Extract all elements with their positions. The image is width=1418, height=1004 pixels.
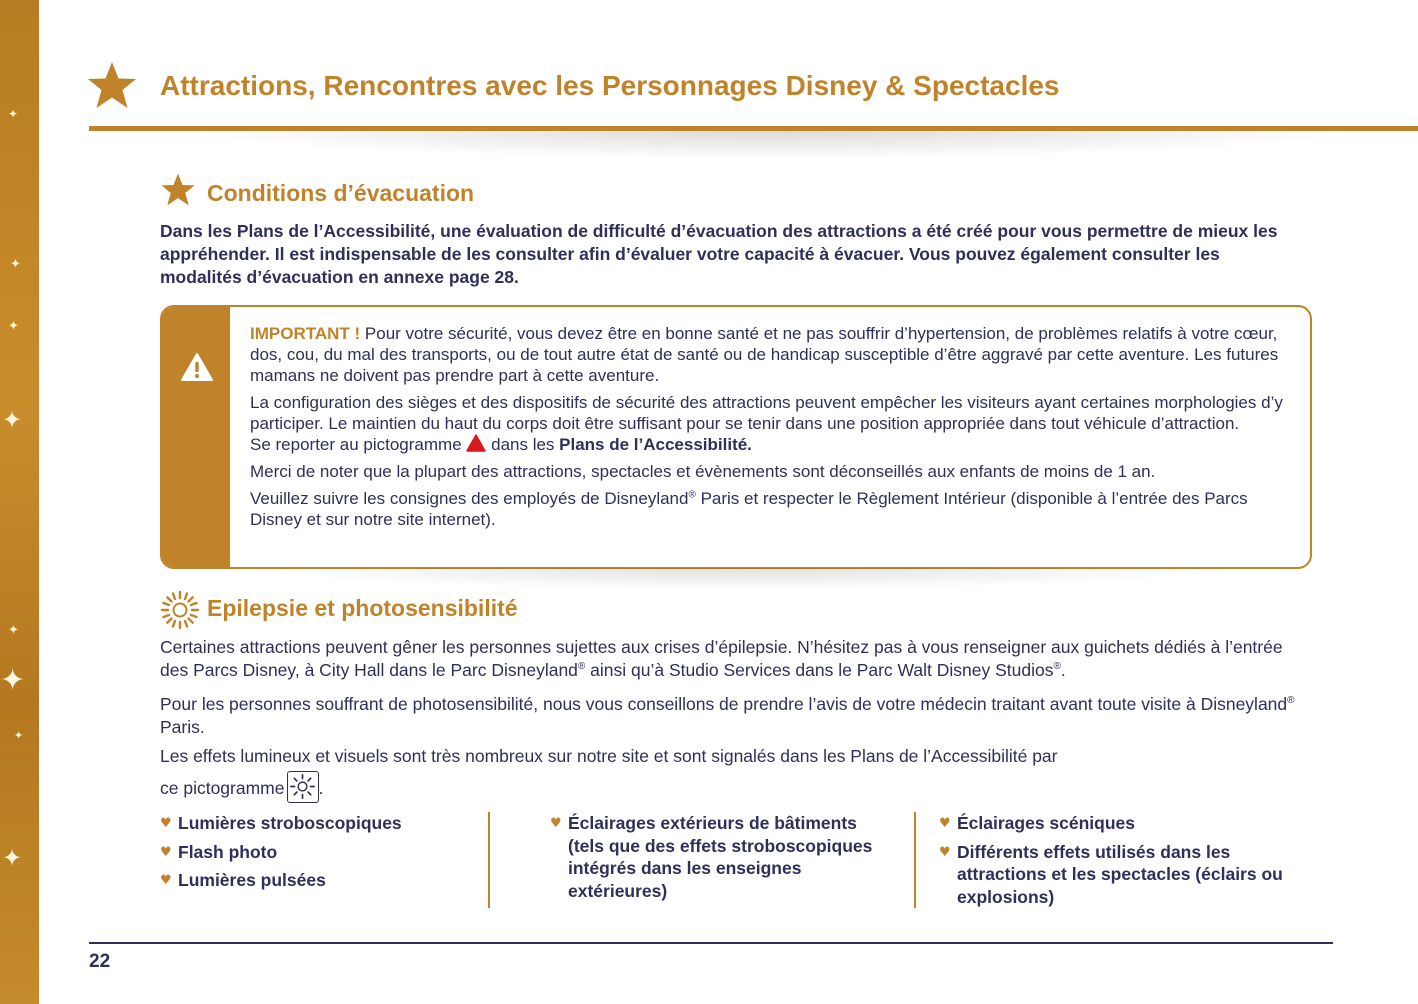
epilepsy-paragraph: [160, 636, 1300, 682]
list-item: ♥ Lumières pulsées: [160, 869, 470, 892]
column-divider: [914, 812, 916, 908]
notice-paragraph: [250, 488, 1290, 530]
notice-text-picto: dans les: [486, 435, 560, 454]
list-item: ♥ Différents effets utilisés dans les attractions et les spectacles (éclairs ou explosions): [939, 841, 1283, 907]
red-triangle-pictogram-icon: [466, 434, 486, 452]
light-effects-pictogram-icon: [287, 771, 319, 803]
epilepsy-text: .: [1060, 660, 1066, 680]
important-label: IMPORTANT !: [250, 324, 361, 343]
warning-triangle-icon: [180, 352, 214, 382]
registered-mark: ®: [688, 489, 696, 501]
photosensitivity-paragraph: [160, 693, 1300, 739]
sparkle-icon: ✦: [2, 406, 23, 434]
photosensitivity-text: Pour les personnes souffrant de photosensibilité, nous vous conseillons de prendre l’avis de votre médecin traitant avant toute visite à Disneyland: [160, 694, 1288, 714]
list-item: ♥ Éclairages scéniques: [939, 812, 1284, 835]
registered-mark: ®: [577, 661, 586, 673]
light-effects-list-1: [160, 812, 470, 898]
sparkle-icon: ✦: [8, 319, 19, 334]
notice-text-health: Pour votre sécurité, vous devez être en bonne santé et ne pas souffrir d’hypertension, de problèmes relatifs à votre cœur, dos, cou, du mal des transports, ou de tout autre état de santé ou de handicap susceptible d’être aggravé par cette aventure. Les futures mamans ne doivent pas prendre part à cette aventure.: [250, 324, 1279, 385]
epilepsy-text: ainsi qu’à Studio Services dans le Parc Walt Disney Studios: [585, 660, 1054, 680]
light-effects-list-3: [939, 812, 1284, 914]
star-icon: [86, 60, 138, 110]
list-item: ♥ Lumières stroboscopiques: [160, 812, 470, 835]
notice-text-rules: Paris et respecter le Règlement Intérieur (disponible à l’entrée des Parcs Disney et sur notre site internet).: [250, 489, 1248, 529]
epilepsy-text: Certaines attractions peuvent gêner les personnes sujettes aux crises d’épilepsie. N’hésitez pas à vous renseigner aux guichets dédiés à l’entrée des Parcs Disney, à City Hall dans le Parc Disneyland: [160, 637, 1283, 680]
important-notice-box: [160, 305, 1312, 569]
pictogram-paragraph: [160, 745, 1160, 803]
mickey-bullet-icon: ♥: [160, 873, 172, 888]
notice-text-rules: Veuillez suivre les consignes des employés de Disneyland: [250, 489, 689, 508]
footer-divider: [89, 942, 1333, 944]
star-icon: [160, 172, 196, 207]
registered-mark: ®: [1053, 661, 1061, 673]
mickey-bullet-icon: ♥: [939, 816, 951, 831]
notice-text: [250, 323, 1290, 536]
sunburst-icon: [160, 590, 200, 630]
mickey-bullet-icon: ♥: [550, 816, 562, 831]
notice-plans-reference: Plans de l’Accessibilité.: [559, 435, 752, 454]
registered-mark: ®: [1287, 695, 1295, 707]
sparkle-icon: ✦: [0, 663, 26, 698]
decorative-side-band: [0, 0, 39, 1004]
page-title: Attractions, Rencontres avec les Personnages Disney & Spectacles: [160, 70, 1060, 101]
notice-paragraph: [250, 434, 1290, 455]
notice-text-picto: Se reporter au pictogramme: [250, 435, 467, 454]
sparkle-icon: ✦: [8, 623, 19, 638]
sparkle-icon: ✦: [2, 844, 23, 872]
notice-accent-strip: [162, 307, 230, 567]
list-item: ♥ Éclairages extérieurs de bâtiments (tels que des effets stroboscopiques intégrés dans les enseignes extérieures): [550, 813, 873, 901]
column-divider: [488, 812, 490, 908]
notice-paragraph: La configuration des sièges et des dispositifs de sécurité des attractions peuvent empêcher les visiteurs ayant certaines morphologies d’y participer. Le maintien du haut du corps doit être suffisant pour se tenir dans une position appropriée dans tout véhicule d’attraction.: [250, 393, 1283, 433]
mickey-bullet-icon: ♥: [939, 844, 951, 860]
evacuation-intro: Dans les Plans de l’Accessibilité, une évaluation de difficulté d’évacuation des attractions a été créé pour vous permettre de mieux les appréhender. Il est indispensable de les consulter afin d’évaluer votre capacité à évacuer. Vous pouvez également consulter les modalités d’évacuation en annexe page 28.: [160, 221, 1278, 287]
light-effects-list-2: [550, 812, 895, 908]
header-shadow: [180, 131, 1360, 159]
box-shadow: [240, 568, 1240, 590]
section-title-evacuation: Conditions d’évacuation: [207, 180, 475, 206]
sparkle-icon: ✦: [14, 729, 24, 742]
page-number: 22: [89, 951, 111, 972]
mickey-bullet-icon: ♥: [160, 844, 172, 860]
sparkle-icon: ✦: [10, 257, 21, 272]
sparkle-icon: ✦: [8, 107, 19, 121]
notice-paragraph: Merci de noter que la plupart des attractions, spectacles et évènements sont déconseillés aux enfants de moins de 1 an.: [250, 462, 1156, 481]
pictogram-text: .: [318, 778, 324, 798]
photosensitivity-text: Paris.: [160, 717, 205, 737]
pictogram-text: Les effets lumineux et visuels sont très nombreux sur notre site et sont signalés dans les Plans de l’Accessibilité par: [160, 746, 1058, 766]
mickey-bullet-icon: ♥: [160, 816, 172, 831]
list-item: ♥ Flash photo: [160, 841, 470, 864]
section-title-epilepsy: Epilepsie et photosensibilité: [207, 595, 518, 621]
notice-paragraph: [250, 323, 1290, 386]
pictogram-text: ce pictogramme: [160, 778, 285, 798]
